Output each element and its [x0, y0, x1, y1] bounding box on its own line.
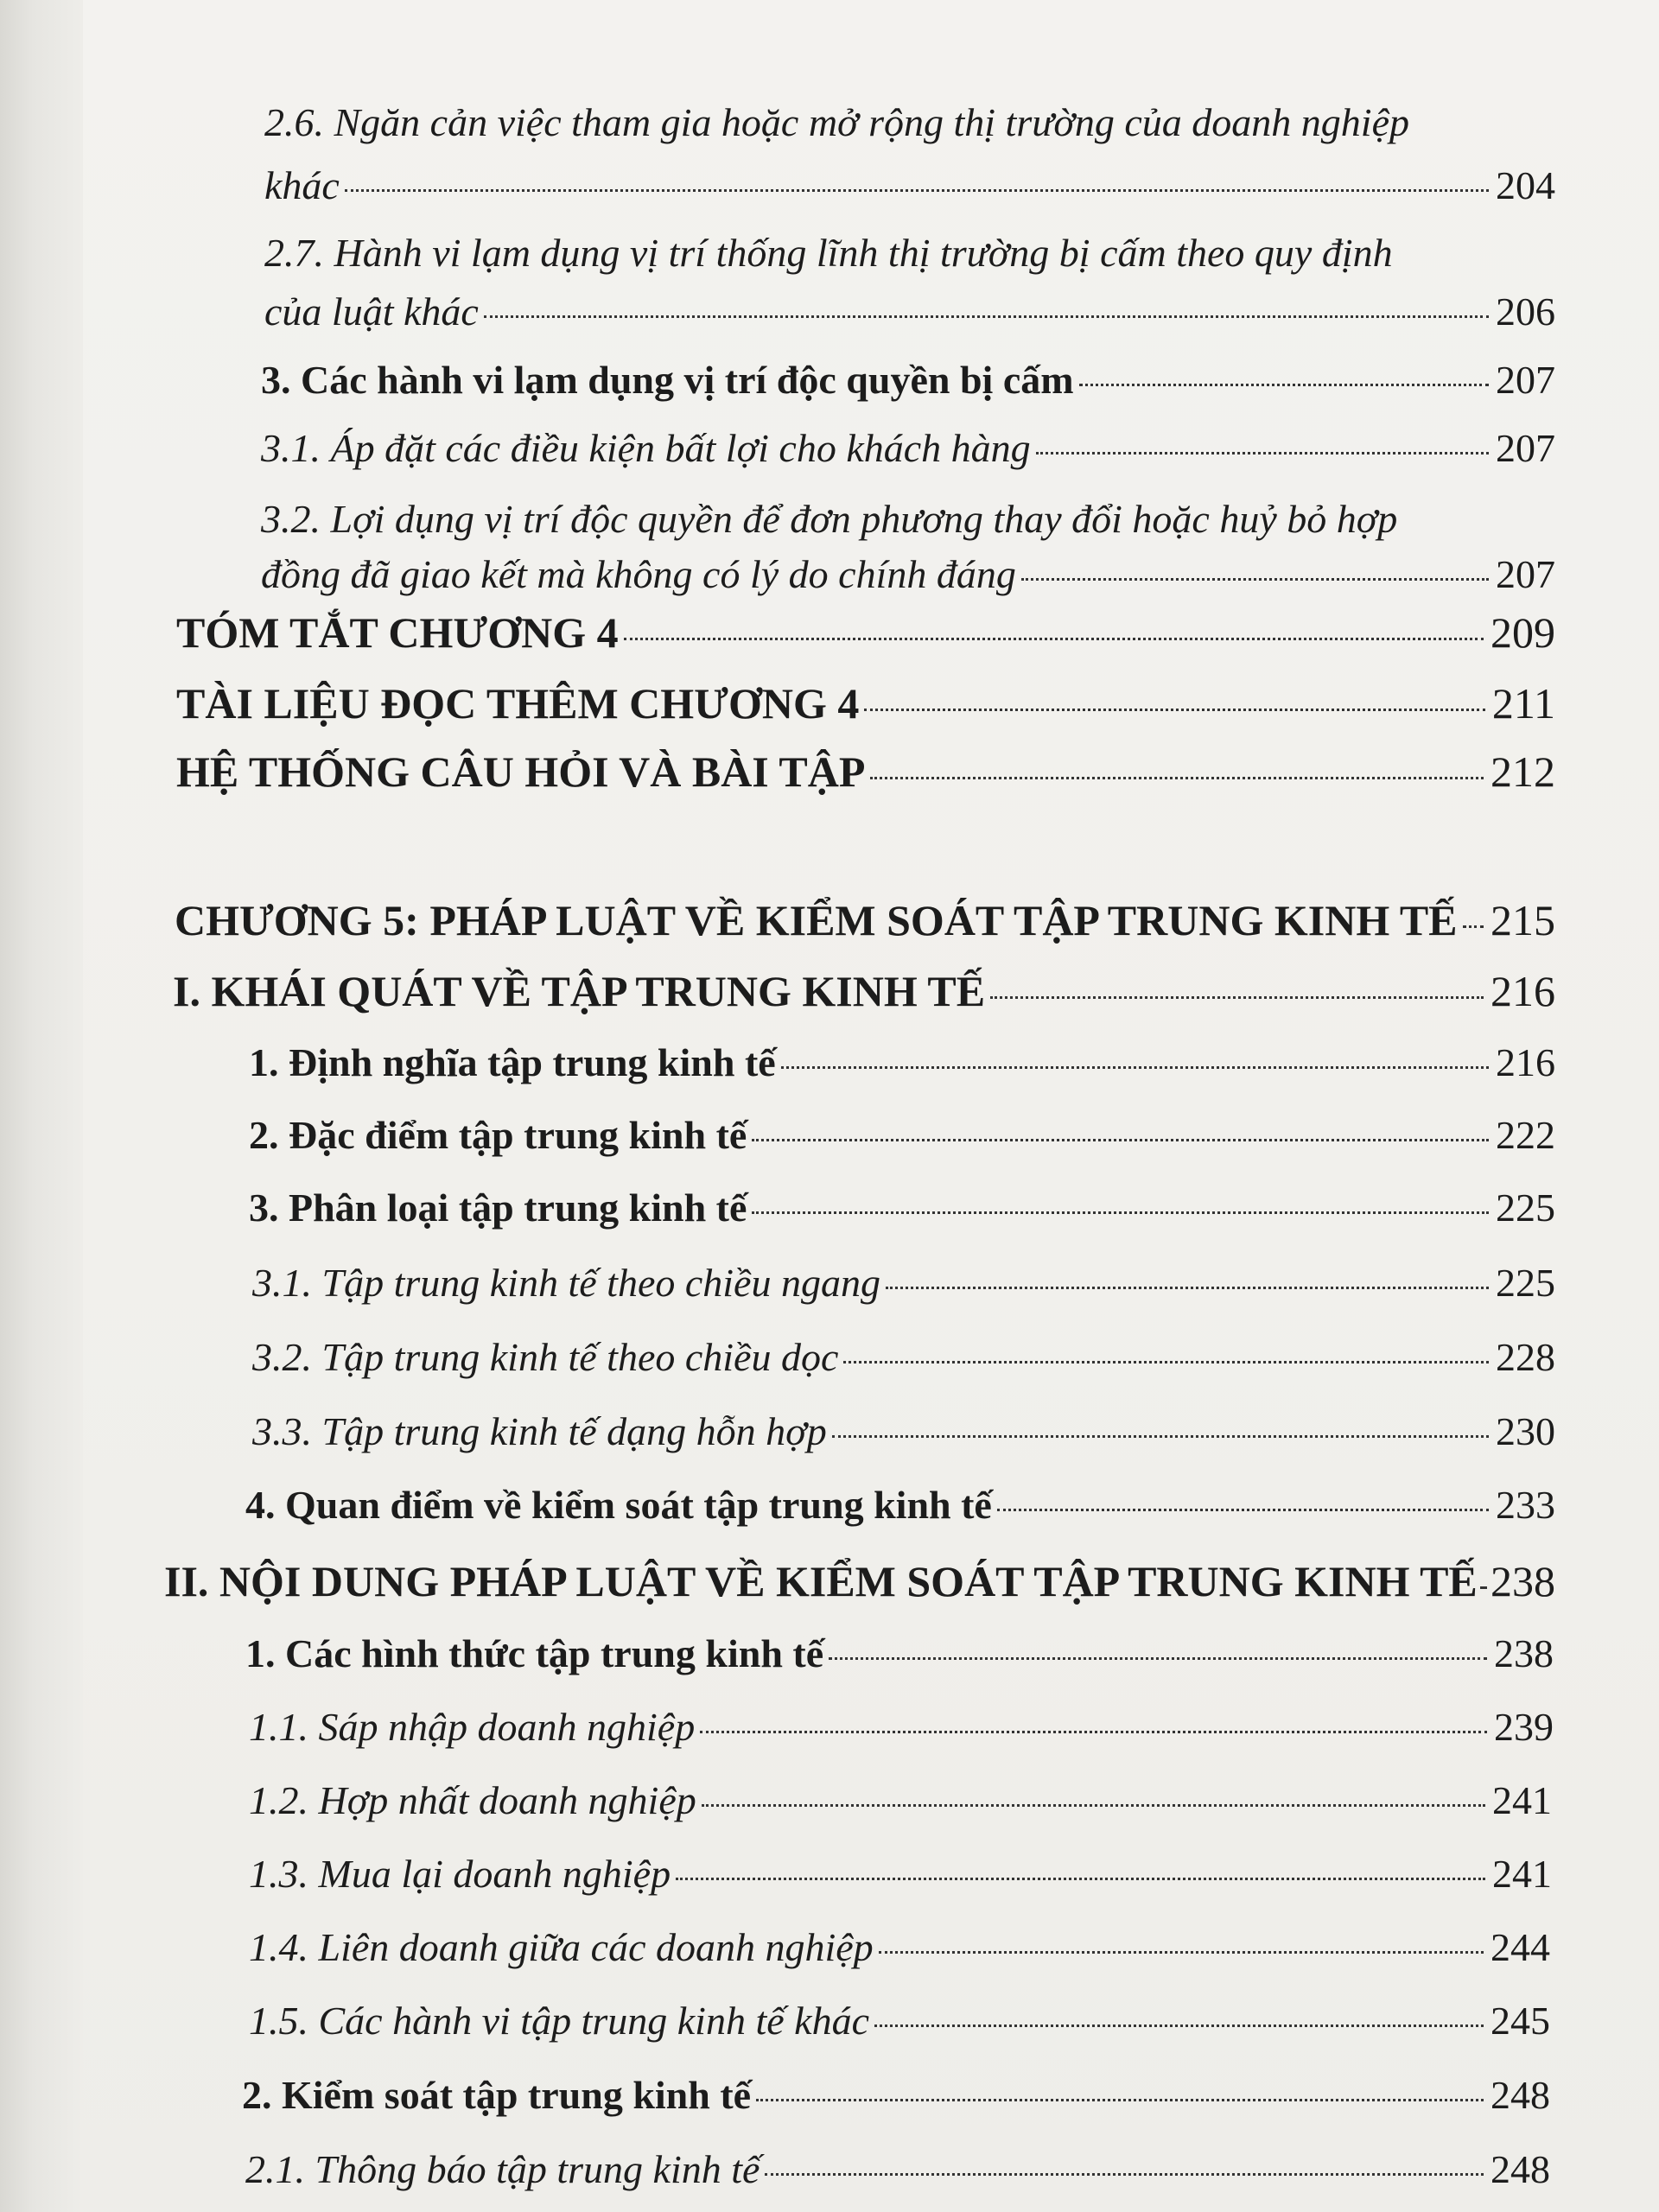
page-number: 215 [1491, 896, 1555, 944]
toc-entry-I-2[interactable] [249, 1112, 1555, 1158]
page-number: 209 [1491, 608, 1555, 657]
dot-leader [676, 1878, 1485, 1880]
page-number: 207 [1496, 426, 1555, 470]
toc-entry-section-I[interactable] [173, 966, 1555, 1016]
toc-entry-label: 2.1. Thông báo tập trung kinh tế [245, 2147, 760, 2191]
dot-leader [752, 1139, 1489, 1141]
toc-entry-label: 4. Quan điểm về kiểm soát tập trung kinh tế [245, 1483, 992, 1527]
page-number: 206 [1496, 289, 1555, 334]
dot-leader [870, 777, 1484, 779]
toc-entry-label: 1.5. Các hành vi tập trung kinh tế khác [249, 1999, 869, 2043]
toc-entry-3[interactable] [261, 357, 1555, 403]
page-number: 222 [1496, 1113, 1555, 1157]
toc-entry-label: TÀI LIỆU ĐỌC THÊM CHƯƠNG 4 [176, 679, 860, 728]
dot-leader [765, 2173, 1484, 2176]
toc-entry-II-1-2[interactable] [249, 1777, 1552, 1823]
dot-leader [345, 189, 1489, 192]
dot-leader [990, 996, 1484, 999]
toc-entry-label: 1.3. Mua lại doanh nghiệp [249, 1852, 671, 1896]
toc-entry-label: 3.1. Áp đặt các điều kiện bất lợi cho khách hàng [261, 426, 1031, 470]
toc-entry-I-3-1[interactable] [252, 1260, 1555, 1306]
toc-entry-II-1-3[interactable] [249, 1851, 1552, 1897]
toc-entry-label: 3.2. Tập trung kinh tế theo chiều dọc [252, 1335, 839, 1379]
toc-entry-label: II. NỘI DUNG PHÁP LUẬT VỀ KIỂM SOÁT TẬP TRUNG KINH TẾ [164, 1557, 1478, 1605]
dot-leader [832, 1435, 1489, 1438]
toc-entry-2-6-line1: 2.6. Ngăn cản việc tham gia hoặc mở rộng thị trường của doanh nghiệp [264, 100, 1409, 144]
dot-leader [702, 1804, 1485, 1807]
toc-entry-label: 1.1. Sáp nhập doanh nghiệp [249, 1705, 696, 1749]
toc-entry-I-3-3[interactable] [252, 1408, 1555, 1454]
dot-leader [829, 1657, 1487, 1660]
dot-leader [1483, 1586, 1484, 1589]
dot-leader [886, 1287, 1489, 1289]
toc-entry-label: CHƯƠNG 5: PHÁP LUẬT VỀ KIỂM SOÁT TẬP TRUNG KINH TẾ [175, 896, 1458, 944]
toc-entry-I-1[interactable] [249, 1039, 1555, 1085]
toc-entry-reading-ch4[interactable] [176, 678, 1555, 728]
dot-leader [484, 315, 1489, 318]
toc-entry-questions[interactable] [176, 747, 1555, 797]
toc-entry-label: 1.4. Liên doanh giữa các doanh nghiệp [249, 1925, 874, 1969]
page-number: 225 [1496, 1261, 1555, 1305]
toc-entry-3-2-line1: 3.2. Lợi dụng vị trí độc quyền để đơn phương thay đổi hoặc huỷ bỏ hợp [261, 497, 1398, 541]
dot-leader [864, 709, 1484, 711]
dot-leader [879, 1951, 1484, 1954]
toc-entry-label: 1.2. Hợp nhất doanh nghiệp [249, 1778, 696, 1822]
page-number: 216 [1496, 1040, 1555, 1084]
page-number: 211 [1491, 679, 1555, 728]
dot-leader [1079, 384, 1489, 386]
page-number: 230 [1496, 1409, 1555, 1453]
dot-leader [843, 1361, 1489, 1363]
dot-leader [997, 1509, 1489, 1511]
dot-leader [874, 2024, 1484, 2027]
page-number: 212 [1491, 747, 1555, 796]
dot-leader [700, 1731, 1487, 1733]
page-number: 248 [1491, 2073, 1550, 2117]
toc-entry-label: HỆ THỐNG CÂU HỎI VÀ BÀI TẬP [176, 747, 866, 796]
toc-entry-label: TÓM TẮT CHƯƠNG 4 [176, 608, 619, 657]
page-number: 233 [1496, 1483, 1555, 1527]
dot-leader [1021, 578, 1489, 581]
page-number: 228 [1496, 1335, 1555, 1379]
dot-leader [756, 2099, 1484, 2101]
page-number: 238 [1491, 1557, 1555, 1605]
toc-entry-label: 2. Đặc điểm tập trung kinh tế [249, 1113, 747, 1157]
toc-entry-II-2-1[interactable] [245, 2146, 1550, 2192]
dot-leader [781, 1066, 1489, 1069]
toc-entry-label: 2. Kiểm soát tập trung kinh tế [242, 2073, 752, 2117]
toc-entry-label: đồng đã giao kết mà không có lý do chính đáng [261, 552, 1016, 596]
toc-entry-II-1-1[interactable] [249, 1704, 1554, 1750]
toc-entry-label: 3. Các hành vi lạm dụng vị trí độc quyền bị cấm [261, 358, 1074, 402]
page-number: 241 [1492, 1778, 1552, 1822]
toc-entry-II-1[interactable] [245, 1630, 1554, 1676]
toc-entry-label: của luật khác [264, 289, 479, 334]
dot-leader [1463, 925, 1484, 928]
page-number: 244 [1491, 1925, 1550, 1969]
page-number: 248 [1491, 2147, 1550, 2191]
page-number: 225 [1496, 1185, 1555, 1230]
toc-entry-label: khác [264, 163, 340, 207]
page-number: 216 [1491, 967, 1555, 1015]
page-number: 207 [1496, 552, 1555, 596]
toc-entry-I-3-2[interactable] [252, 1334, 1555, 1380]
toc-entry-2-7-line1: 2.7. Hành vi lạm dụng vị trí thống lĩnh thị trường bị cấm theo quy định [264, 231, 1393, 275]
toc-entry-II-1-4[interactable] [249, 1924, 1550, 1970]
dot-leader [752, 1211, 1489, 1214]
page-number: 245 [1491, 1999, 1550, 2043]
toc-entry-2-7[interactable] [264, 289, 1555, 334]
toc-entry-II-2[interactable] [242, 2072, 1550, 2118]
dot-leader [624, 638, 1484, 640]
toc-entry-II-1-5[interactable] [249, 1998, 1550, 2044]
toc-entry-label: 3.1. Tập trung kinh tế theo chiều ngang [252, 1261, 880, 1305]
page-number: 204 [1496, 163, 1555, 207]
toc-entry-summary-ch4[interactable] [176, 607, 1555, 658]
dot-leader [1036, 452, 1489, 454]
toc-entry-2-6[interactable] [264, 162, 1555, 208]
toc-entry-label: 3.3. Tập trung kinh tế dạng hỗn hợp [252, 1409, 827, 1453]
toc-entry-section-II[interactable] [164, 1556, 1555, 1606]
page-number: 207 [1496, 358, 1555, 402]
toc-entry-3-1[interactable] [261, 425, 1555, 471]
toc-entry-I-3[interactable] [249, 1185, 1555, 1230]
page-number: 241 [1492, 1852, 1552, 1896]
page-number: 239 [1494, 1705, 1554, 1749]
page-number: 238 [1494, 1631, 1554, 1675]
toc-entry-label: 3. Phân loại tập trung kinh tế [249, 1185, 747, 1230]
toc-entry-label: 1. Các hình thức tập trung kinh tế [245, 1631, 824, 1675]
toc-entry-3-2[interactable] [261, 551, 1555, 597]
toc-entry-chapter-5[interactable] [175, 895, 1555, 945]
toc-entry-label: I. KHÁI QUÁT VỀ TẬP TRUNG KINH TẾ [173, 967, 986, 1015]
toc-entry-I-4[interactable] [245, 1482, 1555, 1528]
toc-entry-label: 1. Định nghĩa tập trung kinh tế [249, 1040, 776, 1084]
